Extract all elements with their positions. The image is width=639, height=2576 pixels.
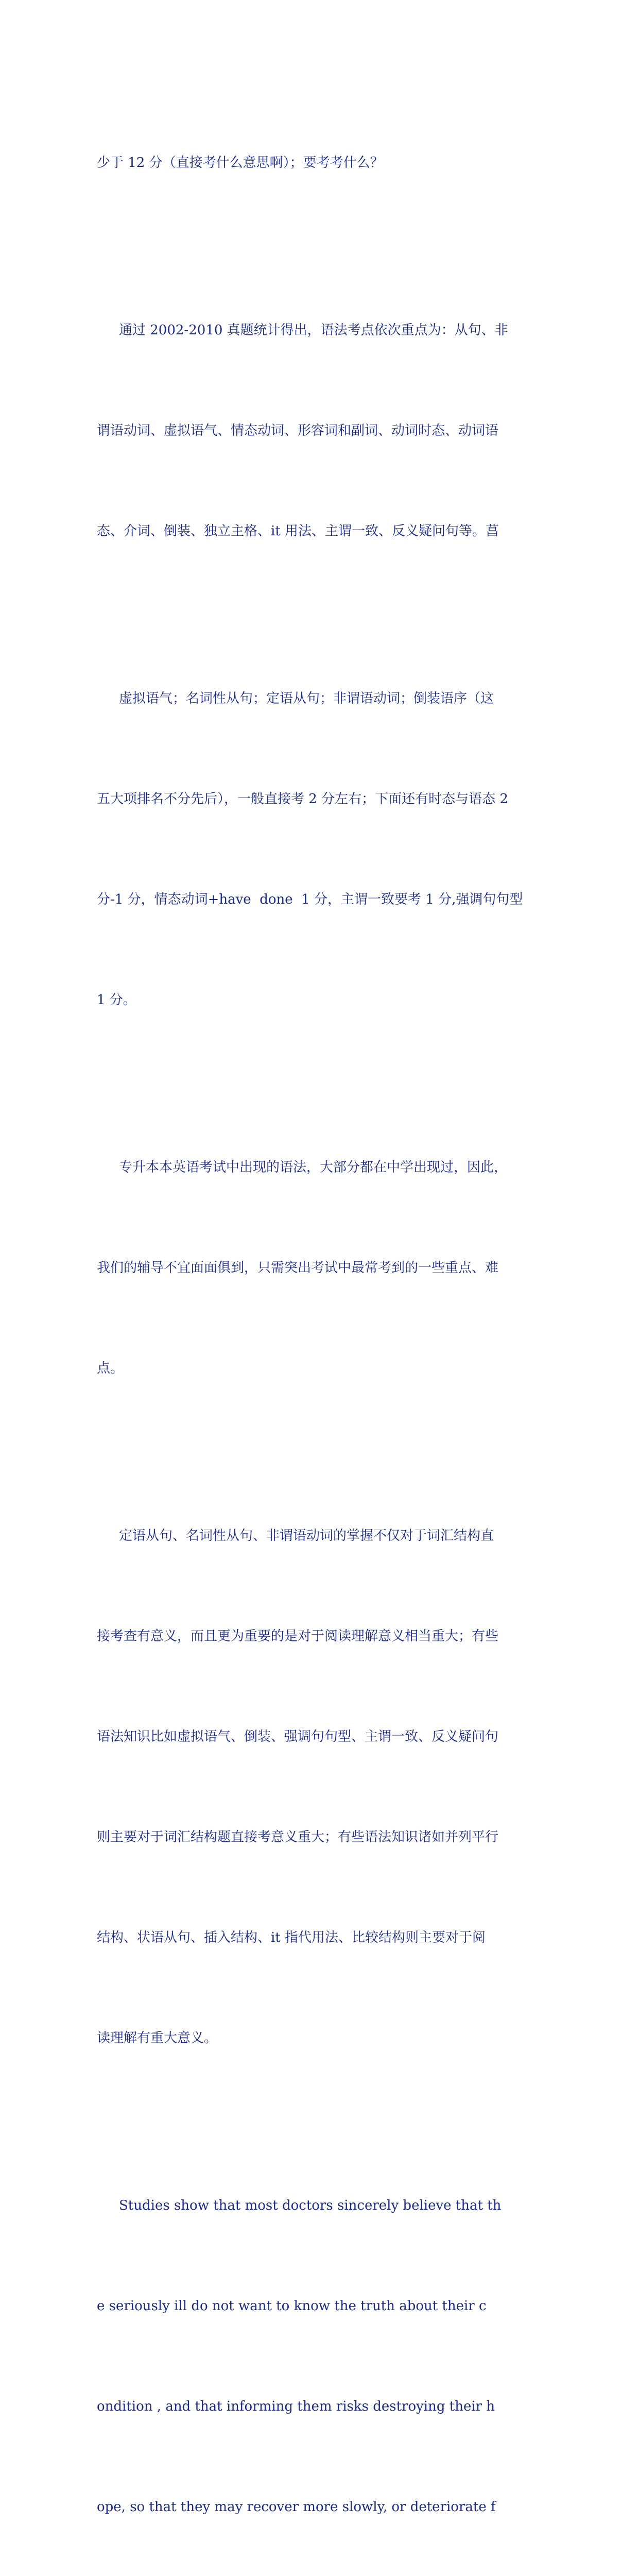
text-line: 虚拟语气；名词性从句；定语从句；非谓语动词；倒装语序（这 [119,691,494,706]
document-page [97,79,546,2576]
text-line: 语法知识比如虚拟语气、倒装、强调句句型、主谓一致、反义疑问句 [97,1729,499,1744]
text-line: 少于 12 分（直接考什么意思啊）；要考考什么？ [97,155,384,171]
text-line: 结构、状语从句、插入结构、it 指代用法、比较结构则主要对于阅 [97,1930,486,1945]
text-line: 态、介词、倒装、独立主格、it 用法、主谓一致、反义疑问句等。菖 [97,523,499,539]
text-line: 专升本本英语考试中出现的语法，大部分都在中学出现过，因此， [119,1160,508,1175]
text-line: 分-1 分，情态动词+have done 1 分，主谓一致要考 1 分,强调句句型 [97,892,523,907]
paragraph-5 [97,1452,546,2122]
text-line: 1 分。 [97,992,136,1008]
text-line: ope, so that they may recover more slowly, or deteriorate f [97,2499,496,2515]
text-line: 五大项排名不分先后），一般直接考 2 分左右；下面还有时态与语态 2 [97,791,508,807]
text-line: e seriously ill do not want to know the truth about their c [97,2298,487,2314]
text-line: ondition , and that informing them risks destroying their h [97,2399,495,2414]
text-line: 则主要对于词汇结构题直接考意义重大；有些语法知识诸如并列平行 [97,1829,499,1845]
text-line: 通过 2002-2010 真题统计得出，语法考点依次重点为：从句、非 [119,323,508,338]
paragraph-1 [97,79,546,247]
text-line: 谓语动词、虚拟语气、情态动词、形容词和副词、动词时态、动词语 [97,423,499,438]
text-line: 定语从句、名词性从句、非谓语动词的掌握不仅对于词汇结构直 [119,1528,494,1544]
text-line: 点。 [97,1361,124,1376]
text-line: 读理解有重大意义。 [97,2030,218,2046]
paragraph-6 [97,2122,546,2576]
paragraph-2 [97,247,546,615]
text-line: Studies show that most doctors sincerely believe that th [119,2198,502,2213]
paragraph-4 [97,1084,546,1452]
text-line: 接考查有意义，而且更为重要的是对于阅读理解意义相当重大；有些 [97,1629,499,1644]
paragraph-3 [97,615,546,1084]
text-line: 我们的辅导不宜面面俱到，只需突出考试中最常考到的一些重点、难 [97,1260,499,1276]
